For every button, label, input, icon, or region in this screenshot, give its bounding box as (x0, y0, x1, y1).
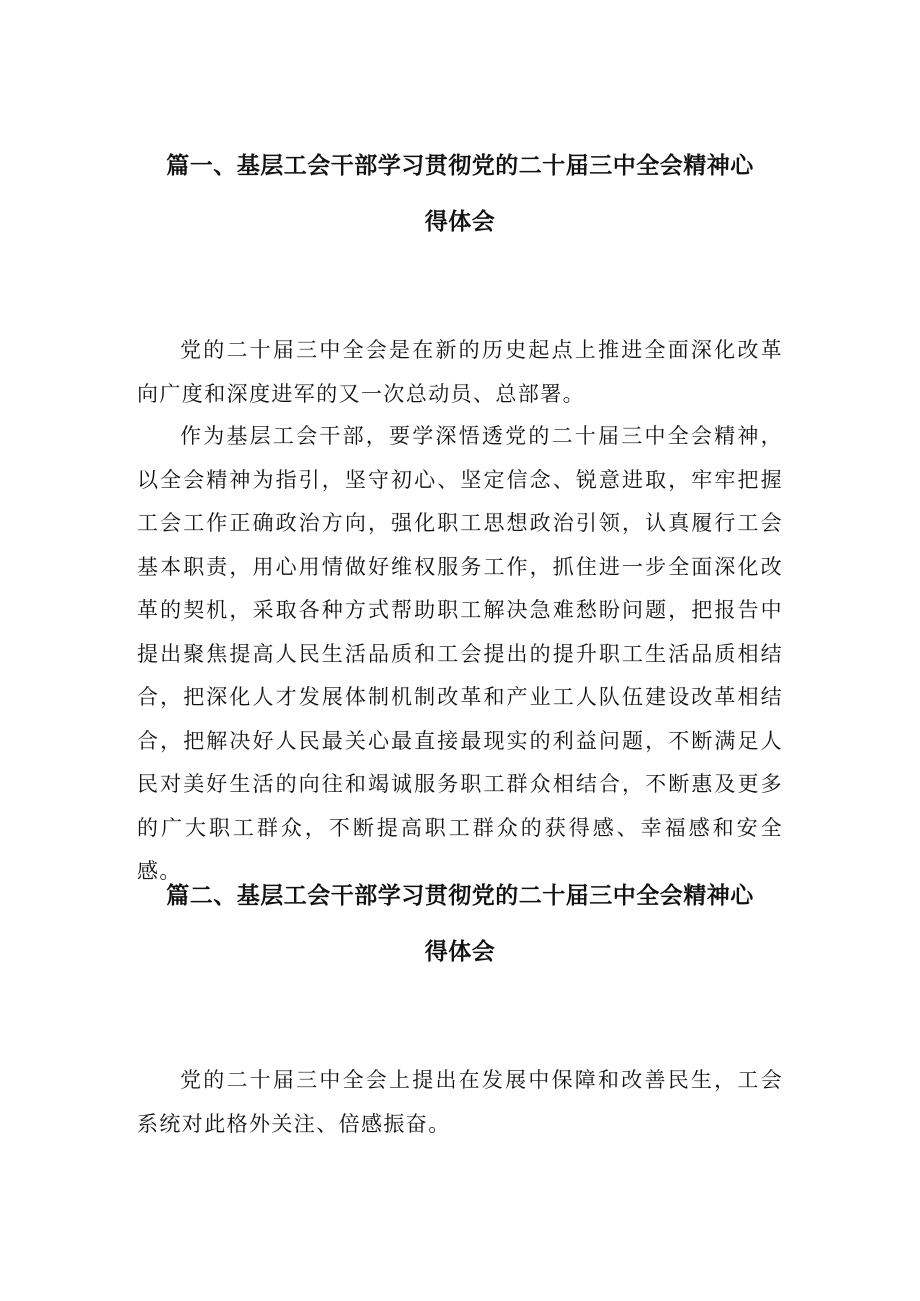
section-1-heading (130, 138, 790, 250)
section-2-heading-line-1: 篇二、基层工会干部学习贯彻党的二十届三中全会精神心 (166, 883, 754, 909)
section-2-heading-line-2: 得体会 (424, 939, 496, 965)
section-2-heading (130, 868, 790, 980)
section-1-heading-line-1: 篇一、基层工会干部学习贯彻党的二十届三中全会精神心 (166, 153, 754, 179)
section-1-paragraph-1: 党的二十届三中全会是在新的历史起点上推进全面深化改革向广度和深度进军的又一次总动员、总部署。 (137, 338, 783, 406)
section-1-heading-line-2: 得体会 (424, 209, 496, 235)
section-1-paragraph-2: 作为基层工会干部，要学深悟透党的二十届三中全会精神，以全会精神为指引，坚守初心、坚定信念、锐意进取，牢牢把握工会工作正确政治方向，强化职工思想政治引领，认真履行工会基本职责，用心用情做好维权服务工作，抓住进一步全面深化改革的契机，采取各种方式帮助职工解决急难愁盼问题，把报告中提出聚焦提高人民生活品质和工会提出的提升职工生活品质相结合，把深化人才发展体制机制改革和产业工人队伍建设改革相结合，把解决好人民最关心最直接最现实的利益问题，不断满足人民对美好生活的向往和竭诚服务职工群众相结合，不断惠及更多的广大职工群众，不断提高职工群众的获得感、幸福感和安全感。 (137, 424, 783, 883)
section-2-paragraph-1: 党的二十届三中全会上提出在发展中保障和改善民生，工会系统对此格外关注、倍感振奋。 (137, 1068, 783, 1136)
